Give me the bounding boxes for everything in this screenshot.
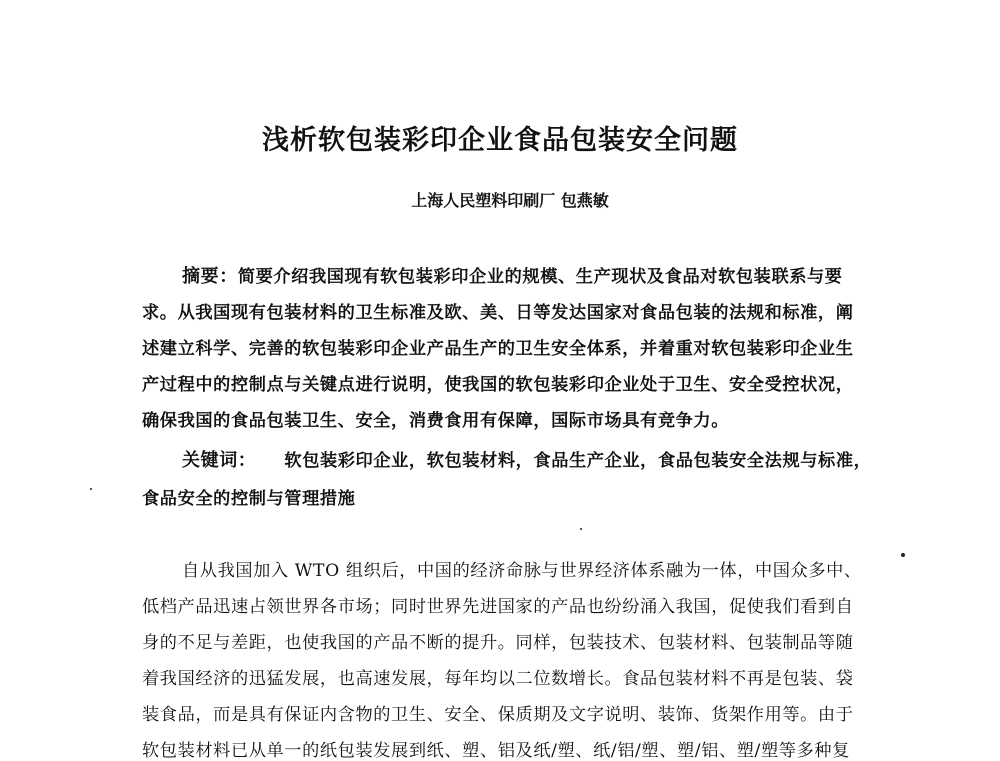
scan-speck (901, 553, 905, 557)
body-line: 身的不足与差距，也使我国的产品不断的提升。同样，包装技术、包装材料、包装制品等随 (142, 633, 854, 653)
body-line: 自从我国加入 WTO 组织后，中国的经济命脉与世界经济体系融为一体，中国众多中、 (182, 561, 862, 581)
abstract-line (182, 262, 872, 288)
paper-title: 浅析软包装彩印企业食品包装安全问题 (262, 125, 738, 156)
keywords-label: 关键词： (182, 450, 257, 471)
abstract-line: 求。从我国现有包装材料的卫生标准及欧、美、日等发达国家对食品包装的法规和标准，阐 (142, 303, 854, 323)
abstract-line: 产过程中的控制点与关键点进行说明，使我国的软包装彩印企业处于卫生、安全受控状况， (142, 375, 854, 395)
keywords-text: 软包装彩印企业，软包装材料，食品生产企业，食品包装安全法规与标准， (284, 451, 872, 471)
scan-speck (90, 488, 92, 490)
author-line: 上海人民塑料印刷厂 包燕敏 (411, 191, 609, 210)
abstract-line: 述建立科学、完善的软包装彩印企业产品生产的卫生安全体系，并着重对软包装彩印企业生 (142, 339, 854, 359)
keywords-line: 食品安全的控制与管理措施 (142, 489, 356, 509)
body-line: 装食品，而是具有保证内含物的卫生、安全、保质期及文字说明、装饰、货架作用等。由于 (142, 705, 854, 725)
abstract-text: 简要介绍我国现有软包装彩印企业的规模、生产现状及食品对软包装联系与要 (237, 267, 843, 287)
body-line: 软包装材料已从单一的纸包装发展到纸、塑、铝及纸/塑、纸/铝/塑、塑/铝、塑/塑等多种复 (142, 741, 850, 761)
abstract-label: 摘要： (182, 266, 238, 287)
keywords-line (182, 446, 872, 472)
body-line: 着我国经济的迅猛发展，也高速发展，每年均以二位数增长。食品包装材料不再是包装、袋 (142, 669, 854, 689)
scan-speck (580, 528, 582, 530)
abstract-line: 确保我国的食品包装卫生、安全，消费食用有保障，国际市场具有竞争力。 (142, 411, 729, 431)
body-line: 低档产品迅速占领世界各市场；同时世界先进国家的产品也纷纷涌入我国，促使我们看到自 (142, 597, 854, 617)
